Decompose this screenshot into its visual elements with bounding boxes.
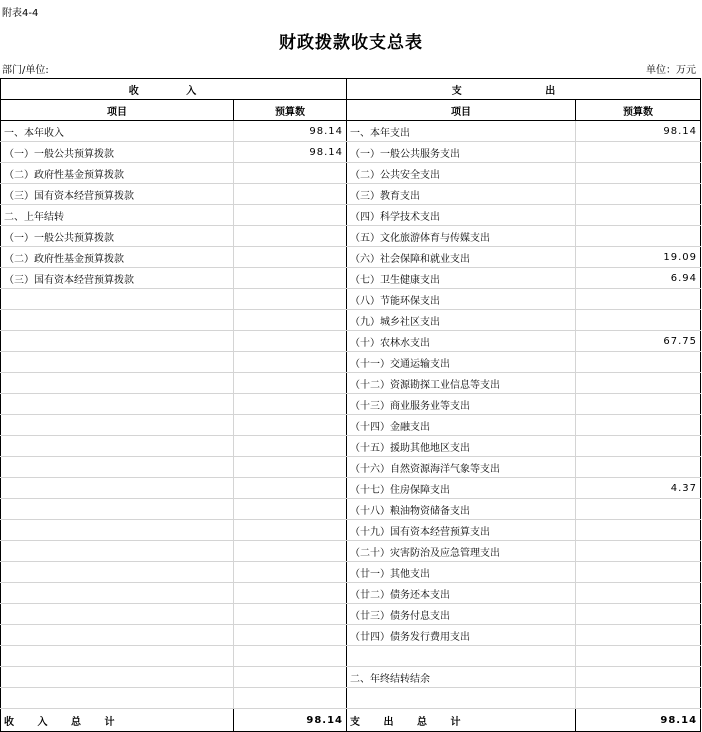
- table-row: [1, 415, 701, 436]
- income-item-cell: [1, 583, 234, 604]
- income-total-label: 收 入 总 计: [1, 709, 234, 732]
- table-row: [1, 436, 701, 457]
- table-row: [1, 142, 701, 163]
- income-value-cell: [234, 520, 347, 541]
- income-value-cell: [234, 310, 347, 331]
- expense-value-cell: [576, 142, 701, 163]
- expense-item-cell: 一、本年支出: [347, 121, 576, 142]
- expense-item-cell: （十二）资源勘探工业信息等支出: [347, 373, 576, 394]
- income-value-cell: [234, 478, 347, 499]
- expense-item-cell: （五）文化旅游体育与传媒支出: [347, 226, 576, 247]
- income-value-cell: [234, 352, 347, 373]
- income-item-cell: [1, 394, 234, 415]
- column-header-row: [1, 100, 701, 121]
- income-value-cell: [234, 604, 347, 625]
- income-item-cell: [1, 373, 234, 394]
- income-value-cell: [234, 373, 347, 394]
- income-item-cell: （三）国有资本经营预算拨款: [1, 268, 234, 289]
- expense-item-cell: （九）城乡社区支出: [347, 310, 576, 331]
- table-row: [1, 247, 701, 268]
- expense-value-cell: [576, 583, 701, 604]
- expense-item-cell: （一）一般公共服务支出: [347, 142, 576, 163]
- expense-item-cell: [347, 646, 576, 667]
- expense-value-cell: [576, 520, 701, 541]
- income-value-cell: [234, 667, 347, 688]
- expense-item-cell: （十一）交通运输支出: [347, 352, 576, 373]
- table-row: [1, 352, 701, 373]
- income-item-cell: [1, 625, 234, 646]
- expense-value-cell: [576, 226, 701, 247]
- table-row: [1, 268, 701, 289]
- income-item-cell: [1, 310, 234, 331]
- expense-item-cell: （十）农林水支出: [347, 331, 576, 352]
- expense-value-cell: 67.75: [576, 331, 701, 352]
- expense-item-cell: （三）教育支出: [347, 184, 576, 205]
- expense-value-cell: [576, 604, 701, 625]
- expense-value-cell: [576, 667, 701, 688]
- table-row: [1, 331, 701, 352]
- table-row: [1, 646, 701, 667]
- income-value-cell: [234, 436, 347, 457]
- expense-item-cell: （廿二）债务还本支出: [347, 583, 576, 604]
- expense-value-cell: 4.37: [576, 478, 701, 499]
- expense-value-cell: [576, 688, 701, 709]
- expense-item-cell: （十六）自然资源海洋气象等支出: [347, 457, 576, 478]
- table-row: [1, 184, 701, 205]
- income-value-cell: [234, 205, 347, 226]
- income-value-cell: [234, 268, 347, 289]
- income-value-cell: [234, 625, 347, 646]
- page-title: 财政拨款收支总表: [279, 33, 423, 53]
- expense-item-cell: （四）科学技术支出: [347, 205, 576, 226]
- income-item-cell: 一、本年收入: [1, 121, 234, 142]
- expense-item-cell: （十九）国有资本经营预算支出: [347, 520, 576, 541]
- expense-header: 支 出: [347, 79, 701, 100]
- table-row: [1, 499, 701, 520]
- income-item-cell: [1, 520, 234, 541]
- expense-item-cell: （廿一）其他支出: [347, 562, 576, 583]
- income-item-cell: 二、上年结转: [1, 205, 234, 226]
- expense-value-cell: [576, 436, 701, 457]
- expense-item-cell: （二十）灾害防治及应急管理支出: [347, 541, 576, 562]
- expense-value-cell: [576, 394, 701, 415]
- expense-item-cell: 二、年终结转结余: [347, 667, 576, 688]
- expense-value-cell: [576, 415, 701, 436]
- income-value-cell: [234, 646, 347, 667]
- table-row: [1, 310, 701, 331]
- attachment-label: 附表4-4: [2, 8, 39, 19]
- table-row: [1, 226, 701, 247]
- income-value-cell: [234, 289, 347, 310]
- expense-value-cell: [576, 646, 701, 667]
- income-item-cell: [1, 688, 234, 709]
- table-row: [1, 289, 701, 310]
- income-value-cell: [234, 331, 347, 352]
- income-value-cell: [234, 415, 347, 436]
- income-item-cell: [1, 499, 234, 520]
- expense-value-cell: 98.14: [576, 121, 701, 142]
- expense-value-cell: [576, 205, 701, 226]
- income-value-cell: [234, 184, 347, 205]
- expense-item-cell: （八）节能环保支出: [347, 289, 576, 310]
- income-total-value: 98.14: [234, 709, 347, 732]
- income-value-cell: [234, 541, 347, 562]
- income-item-header: 项目: [1, 100, 234, 121]
- income-value-cell: [234, 226, 347, 247]
- income-value-cell: [234, 499, 347, 520]
- income-item-cell: [1, 646, 234, 667]
- table-row: [1, 667, 701, 688]
- income-item-cell: [1, 478, 234, 499]
- expense-value-cell: 19.09: [576, 247, 701, 268]
- table-row: [1, 121, 701, 142]
- income-budget-header: 预算数: [234, 100, 347, 121]
- table-row: [1, 583, 701, 604]
- income-item-cell: [1, 667, 234, 688]
- expense-total-label: 支 出 总 计: [347, 709, 576, 732]
- expense-value-cell: [576, 562, 701, 583]
- expense-item-cell: （廿四）债务发行费用支出: [347, 625, 576, 646]
- expense-value-cell: [576, 373, 701, 394]
- budget-table: [0, 78, 701, 732]
- expense-value-cell: 6.94: [576, 268, 701, 289]
- income-item-cell: [1, 604, 234, 625]
- income-item-cell: [1, 415, 234, 436]
- table-row: [1, 205, 701, 226]
- income-item-cell: （二）政府性基金预算拨款: [1, 247, 234, 268]
- income-value-cell: 98.14: [234, 121, 347, 142]
- income-value-cell: 98.14: [234, 142, 347, 163]
- expense-budget-header: 预算数: [576, 100, 701, 121]
- table-row: [1, 625, 701, 646]
- expense-total-value: 98.14: [576, 709, 701, 732]
- expense-item-cell: （十八）粮油物资储备支出: [347, 499, 576, 520]
- expense-item-cell: （十三）商业服务业等支出: [347, 394, 576, 415]
- income-item-cell: （三）国有资本经营预算拨款: [1, 184, 234, 205]
- income-value-cell: [234, 394, 347, 415]
- table-row: [1, 478, 701, 499]
- income-item-cell: （一）一般公共预算拨款: [1, 226, 234, 247]
- table-row: [1, 688, 701, 709]
- table-row: [1, 541, 701, 562]
- expense-value-cell: [576, 163, 701, 184]
- income-item-cell: [1, 289, 234, 310]
- expense-item-cell: [347, 688, 576, 709]
- income-value-cell: [234, 562, 347, 583]
- expense-item-cell: （七）卫生健康支出: [347, 268, 576, 289]
- expense-item-cell: （二）公共安全支出: [347, 163, 576, 184]
- section-header-row: [1, 79, 701, 100]
- table-row: [1, 520, 701, 541]
- expense-value-cell: [576, 499, 701, 520]
- income-value-cell: [234, 163, 347, 184]
- income-item-cell: [1, 562, 234, 583]
- income-value-cell: [234, 583, 347, 604]
- income-item-cell: [1, 436, 234, 457]
- expense-value-cell: [576, 625, 701, 646]
- expense-value-cell: [576, 457, 701, 478]
- expense-value-cell: [576, 289, 701, 310]
- table-row: [1, 163, 701, 184]
- table-row: [1, 394, 701, 415]
- expense-value-cell: [576, 310, 701, 331]
- table-row: [1, 373, 701, 394]
- income-value-cell: [234, 247, 347, 268]
- income-item-cell: （二）政府性基金预算拨款: [1, 163, 234, 184]
- expense-item-cell: （六）社会保障和就业支出: [347, 247, 576, 268]
- department-label: 部门/单位:: [2, 65, 49, 76]
- expense-item-header: 项目: [347, 100, 576, 121]
- income-item-cell: （一）一般公共预算拨款: [1, 142, 234, 163]
- income-item-cell: [1, 541, 234, 562]
- expense-item-cell: （十七）住房保障支出: [347, 478, 576, 499]
- unit-label: 单位：万元: [646, 65, 696, 76]
- expense-value-cell: [576, 184, 701, 205]
- table-row: [1, 562, 701, 583]
- table-row: [1, 457, 701, 478]
- expense-item-cell: （十四）金融支出: [347, 415, 576, 436]
- income-item-cell: [1, 331, 234, 352]
- table-row: [1, 604, 701, 625]
- expense-item-cell: （廿三）债务付息支出: [347, 604, 576, 625]
- expense-value-cell: [576, 541, 701, 562]
- income-item-cell: [1, 352, 234, 373]
- expense-item-cell: （十五）援助其他地区支出: [347, 436, 576, 457]
- income-value-cell: [234, 457, 347, 478]
- income-item-cell: [1, 457, 234, 478]
- income-value-cell: [234, 688, 347, 709]
- income-header: 收 入: [1, 79, 347, 100]
- expense-value-cell: [576, 352, 701, 373]
- totals-row: [1, 709, 701, 732]
